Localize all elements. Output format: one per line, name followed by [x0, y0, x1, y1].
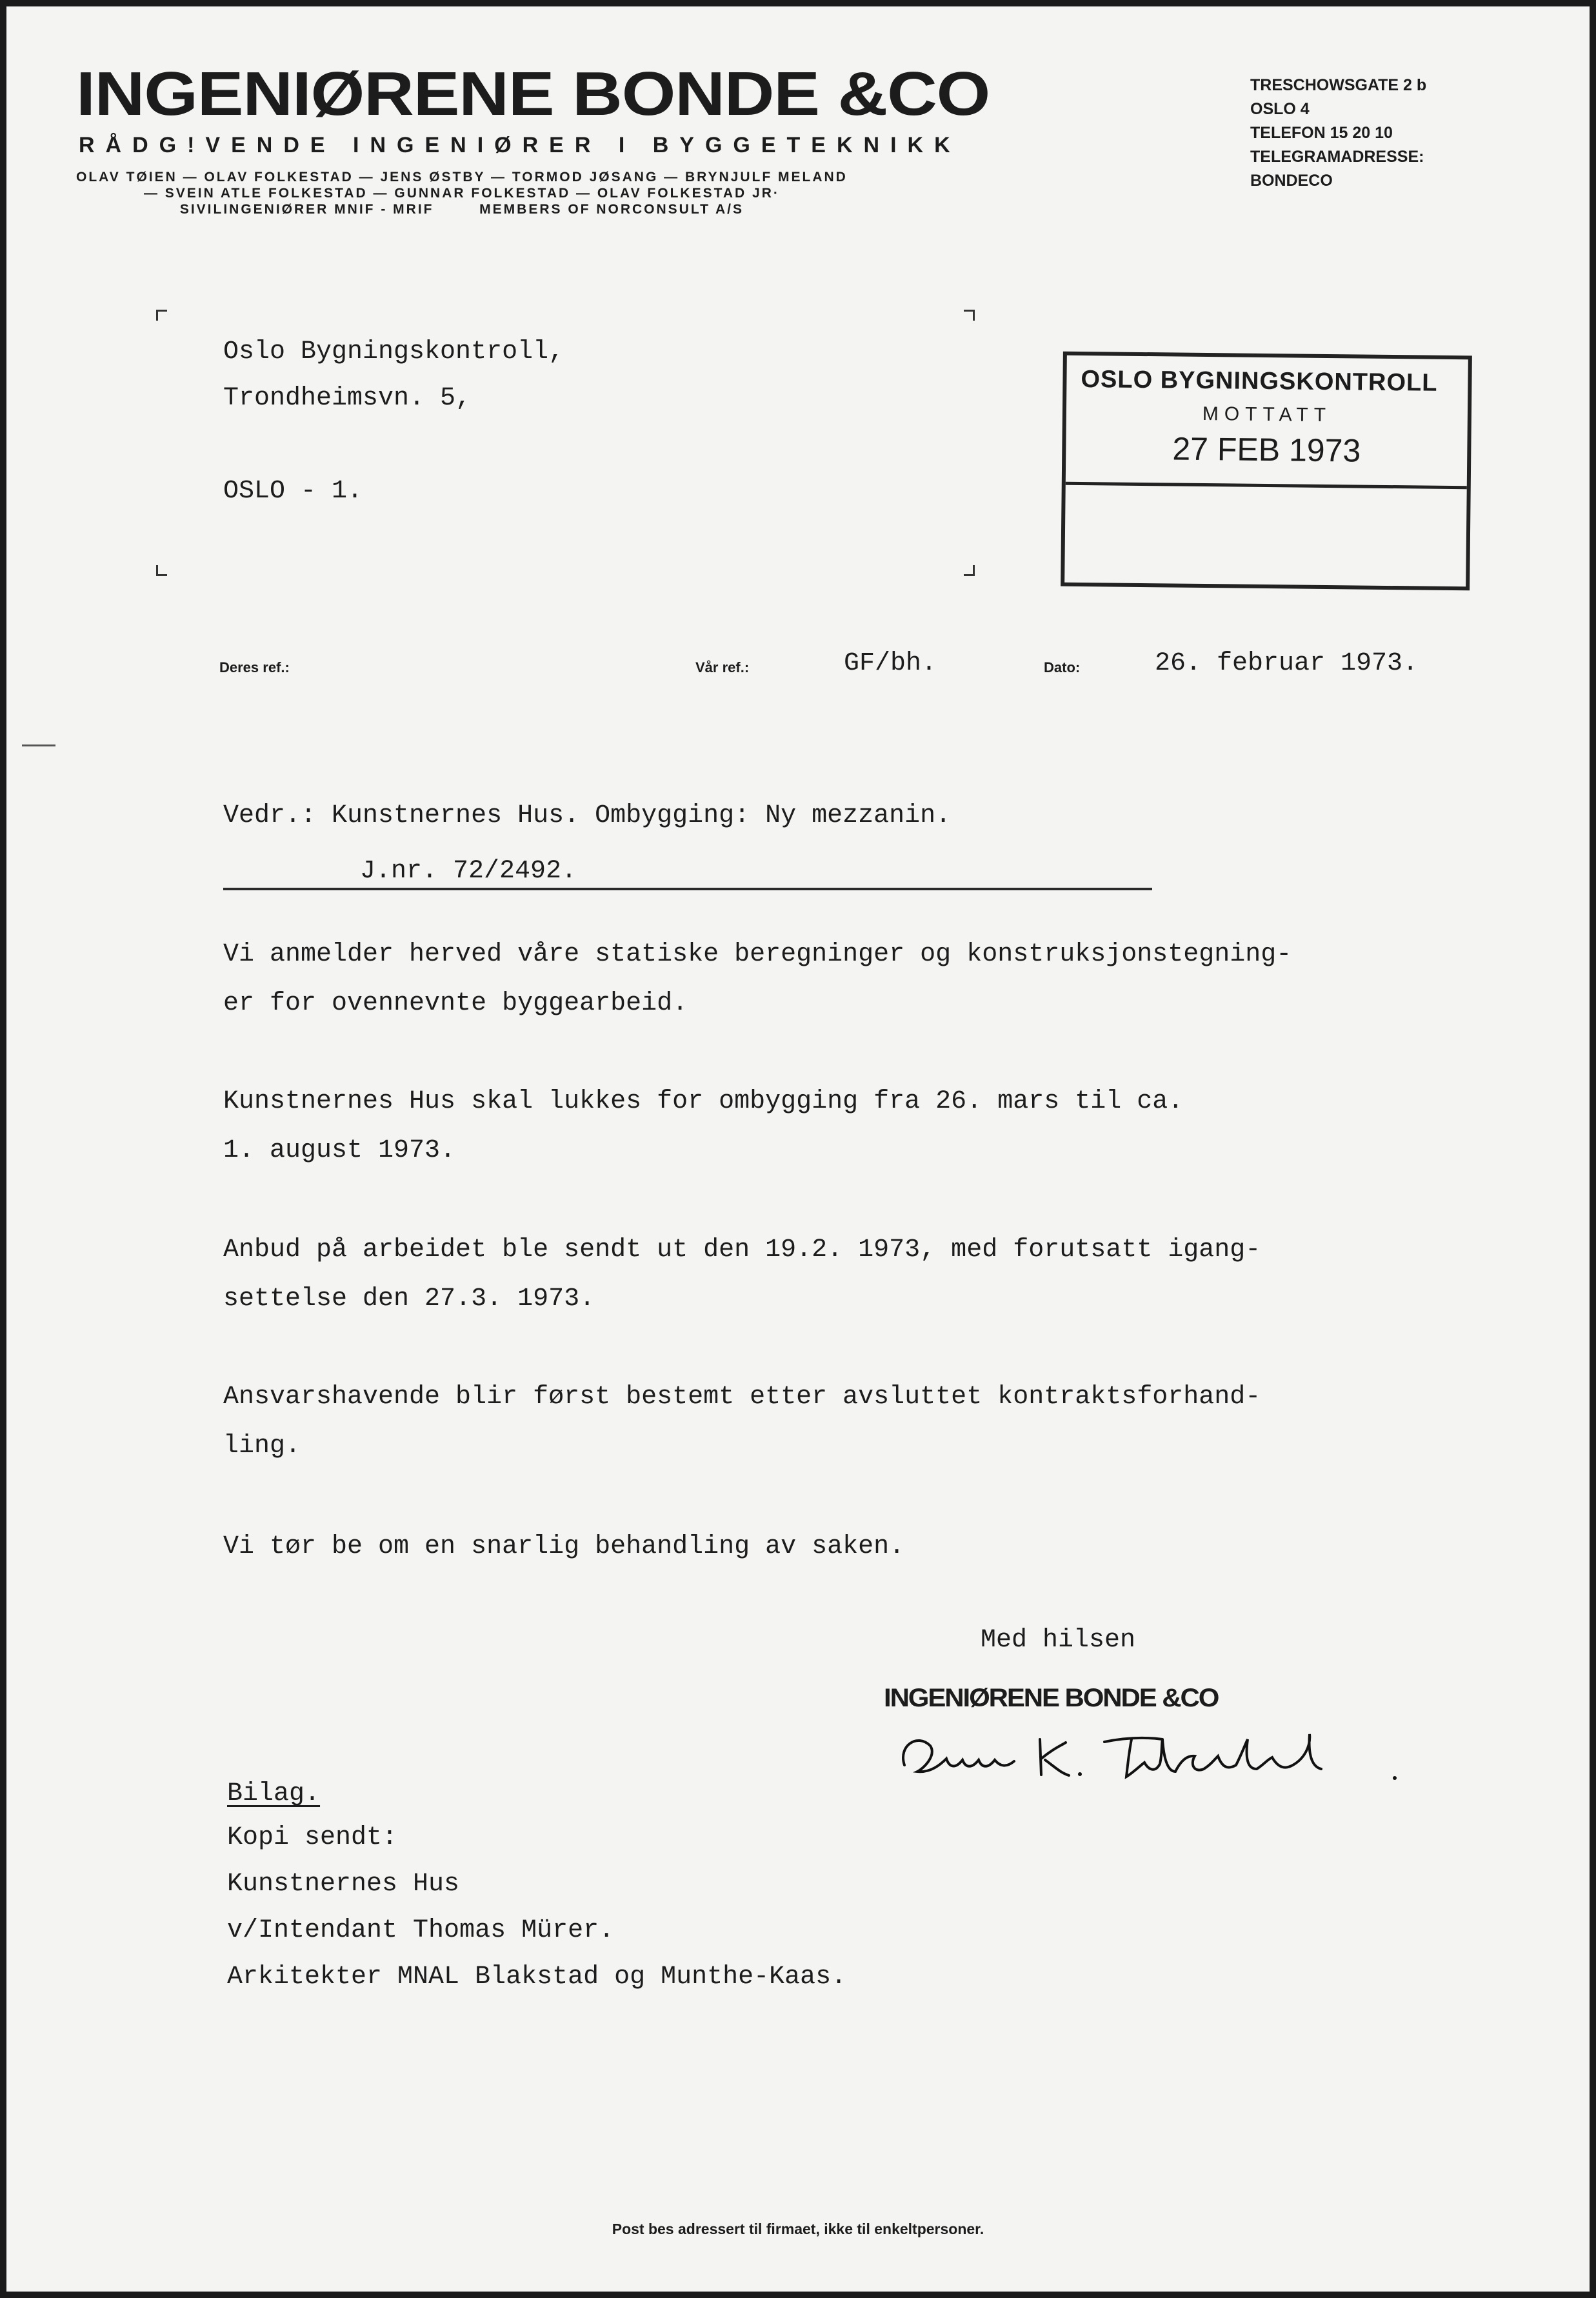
journal-number: J.nr. 72/2492. — [360, 857, 577, 886]
subject-underline — [223, 888, 1152, 890]
window-corner-top-right — [964, 310, 975, 321]
telegram-label: TELEGRAMADRESSE: — [1250, 148, 1424, 166]
staff-line-2: — SVEIN ATLE FOLKESTAD — GUNNAR FOLKESTAD — OLAV FOLKESTAD JR· — [143, 186, 780, 201]
footer-note: Post bes adressert til firmaet, ikke til enkeltpersoner. — [612, 2221, 984, 2237]
firm-phone: TELEFON 15 20 10 — [1250, 124, 1393, 142]
stamp-date: 27 FEB 1973 — [1172, 430, 1361, 469]
window-corner-bottom-left — [156, 565, 167, 576]
copy-sent-label: Kopi sendt: — [227, 1823, 398, 1852]
staff-line-3: SIVILINGENIØRER MNIF - MRIF MEMBERS OF NORCONSULT A/S — [179, 202, 744, 217]
recipient-street: Trondheimsvn. 5, — [223, 384, 472, 413]
window-corner-bottom-right — [964, 565, 975, 576]
your-ref-label: Deres ref.: — [219, 659, 290, 675]
fold-mark — [22, 744, 55, 746]
firm-address-street: TRESCHOWSGATE 2 b — [1250, 76, 1427, 94]
signature-firm-stamp: INGENIØRENE BONDE &CO — [884, 1684, 1219, 1712]
date-label: Dato: — [1044, 659, 1081, 675]
body-paragraph-4: Ansvarshavende blir først bestemt etter avsluttet kontraktsforhand- ling. — [223, 1383, 1261, 1461]
body-paragraph-2: Kunstnernes Hus skal lukkes for ombygging fra 26. mars til ca. 1. august 1973. — [223, 1087, 1184, 1165]
staff-list — [76, 169, 848, 217]
copy-recipient-3: Arkitekter MNAL Blakstad og Munthe-Kaas. — [227, 1963, 847, 1992]
subject-line: Vedr.: Kunstnernes Hus. Ombygging: Ny mezzanin. — [223, 801, 952, 830]
recipient-name: Oslo Bygningskontroll, — [223, 337, 564, 366]
firm-contact — [1250, 74, 1426, 193]
body-paragraph-3: Anbud på arbeidet ble sendt ut den 19.2. 1973, med forutsatt igang- settelse den 27.3. 1973. — [223, 1235, 1261, 1314]
letter-date: 26. februar 1973. — [1155, 649, 1419, 678]
our-ref-label: Vår ref.: — [695, 659, 750, 675]
telegram-address: BONDECO — [1250, 172, 1333, 190]
firm-name: INGENIØRENE BONDE &CO — [76, 59, 990, 128]
firm-address-city: OSLO 4 — [1250, 100, 1310, 118]
stamp-received-label: MOTTATT — [1202, 403, 1332, 426]
copy-recipient-2: v/Intendant Thomas Mürer. — [227, 1916, 615, 1945]
recipient-city: OSLO - 1. — [223, 477, 363, 506]
received-stamp — [1061, 352, 1472, 591]
closing-greeting: Med hilsen — [981, 1626, 1136, 1655]
enclosures-heading: Bilag. — [227, 1779, 321, 1808]
firm-tagline: RÅDG!VENDE INGENIØRER I BYGGETEKNIKK — [79, 133, 961, 157]
staff-line-1: OLAV TØIEN — OLAV FOLKESTAD — JENS ØSTBY — TORMOD JØSANG — BRYNJULF MELAND — [76, 170, 848, 185]
copy-recipient-1: Kunstnernes Hus — [227, 1870, 460, 1899]
body-paragraph-1: Vi anmelder herved våre statiske beregninger og konstruksjonstegning- er for ovennevnte byggearbeid. — [223, 940, 1292, 1018]
stamp-header — [1066, 355, 1468, 490]
address-spacer — [223, 422, 564, 468]
handwritten-signature — [892, 1720, 1421, 1797]
stamp-organization: OSLO BYGNINGSKONTROLL — [1081, 365, 1438, 397]
recipient-address — [223, 329, 564, 515]
body-paragraph-5: Vi tør be om en snarlig behandling av saken. — [223, 1532, 905, 1561]
our-ref-value: GF/bh. — [844, 649, 937, 678]
window-corner-top-left — [156, 310, 167, 321]
